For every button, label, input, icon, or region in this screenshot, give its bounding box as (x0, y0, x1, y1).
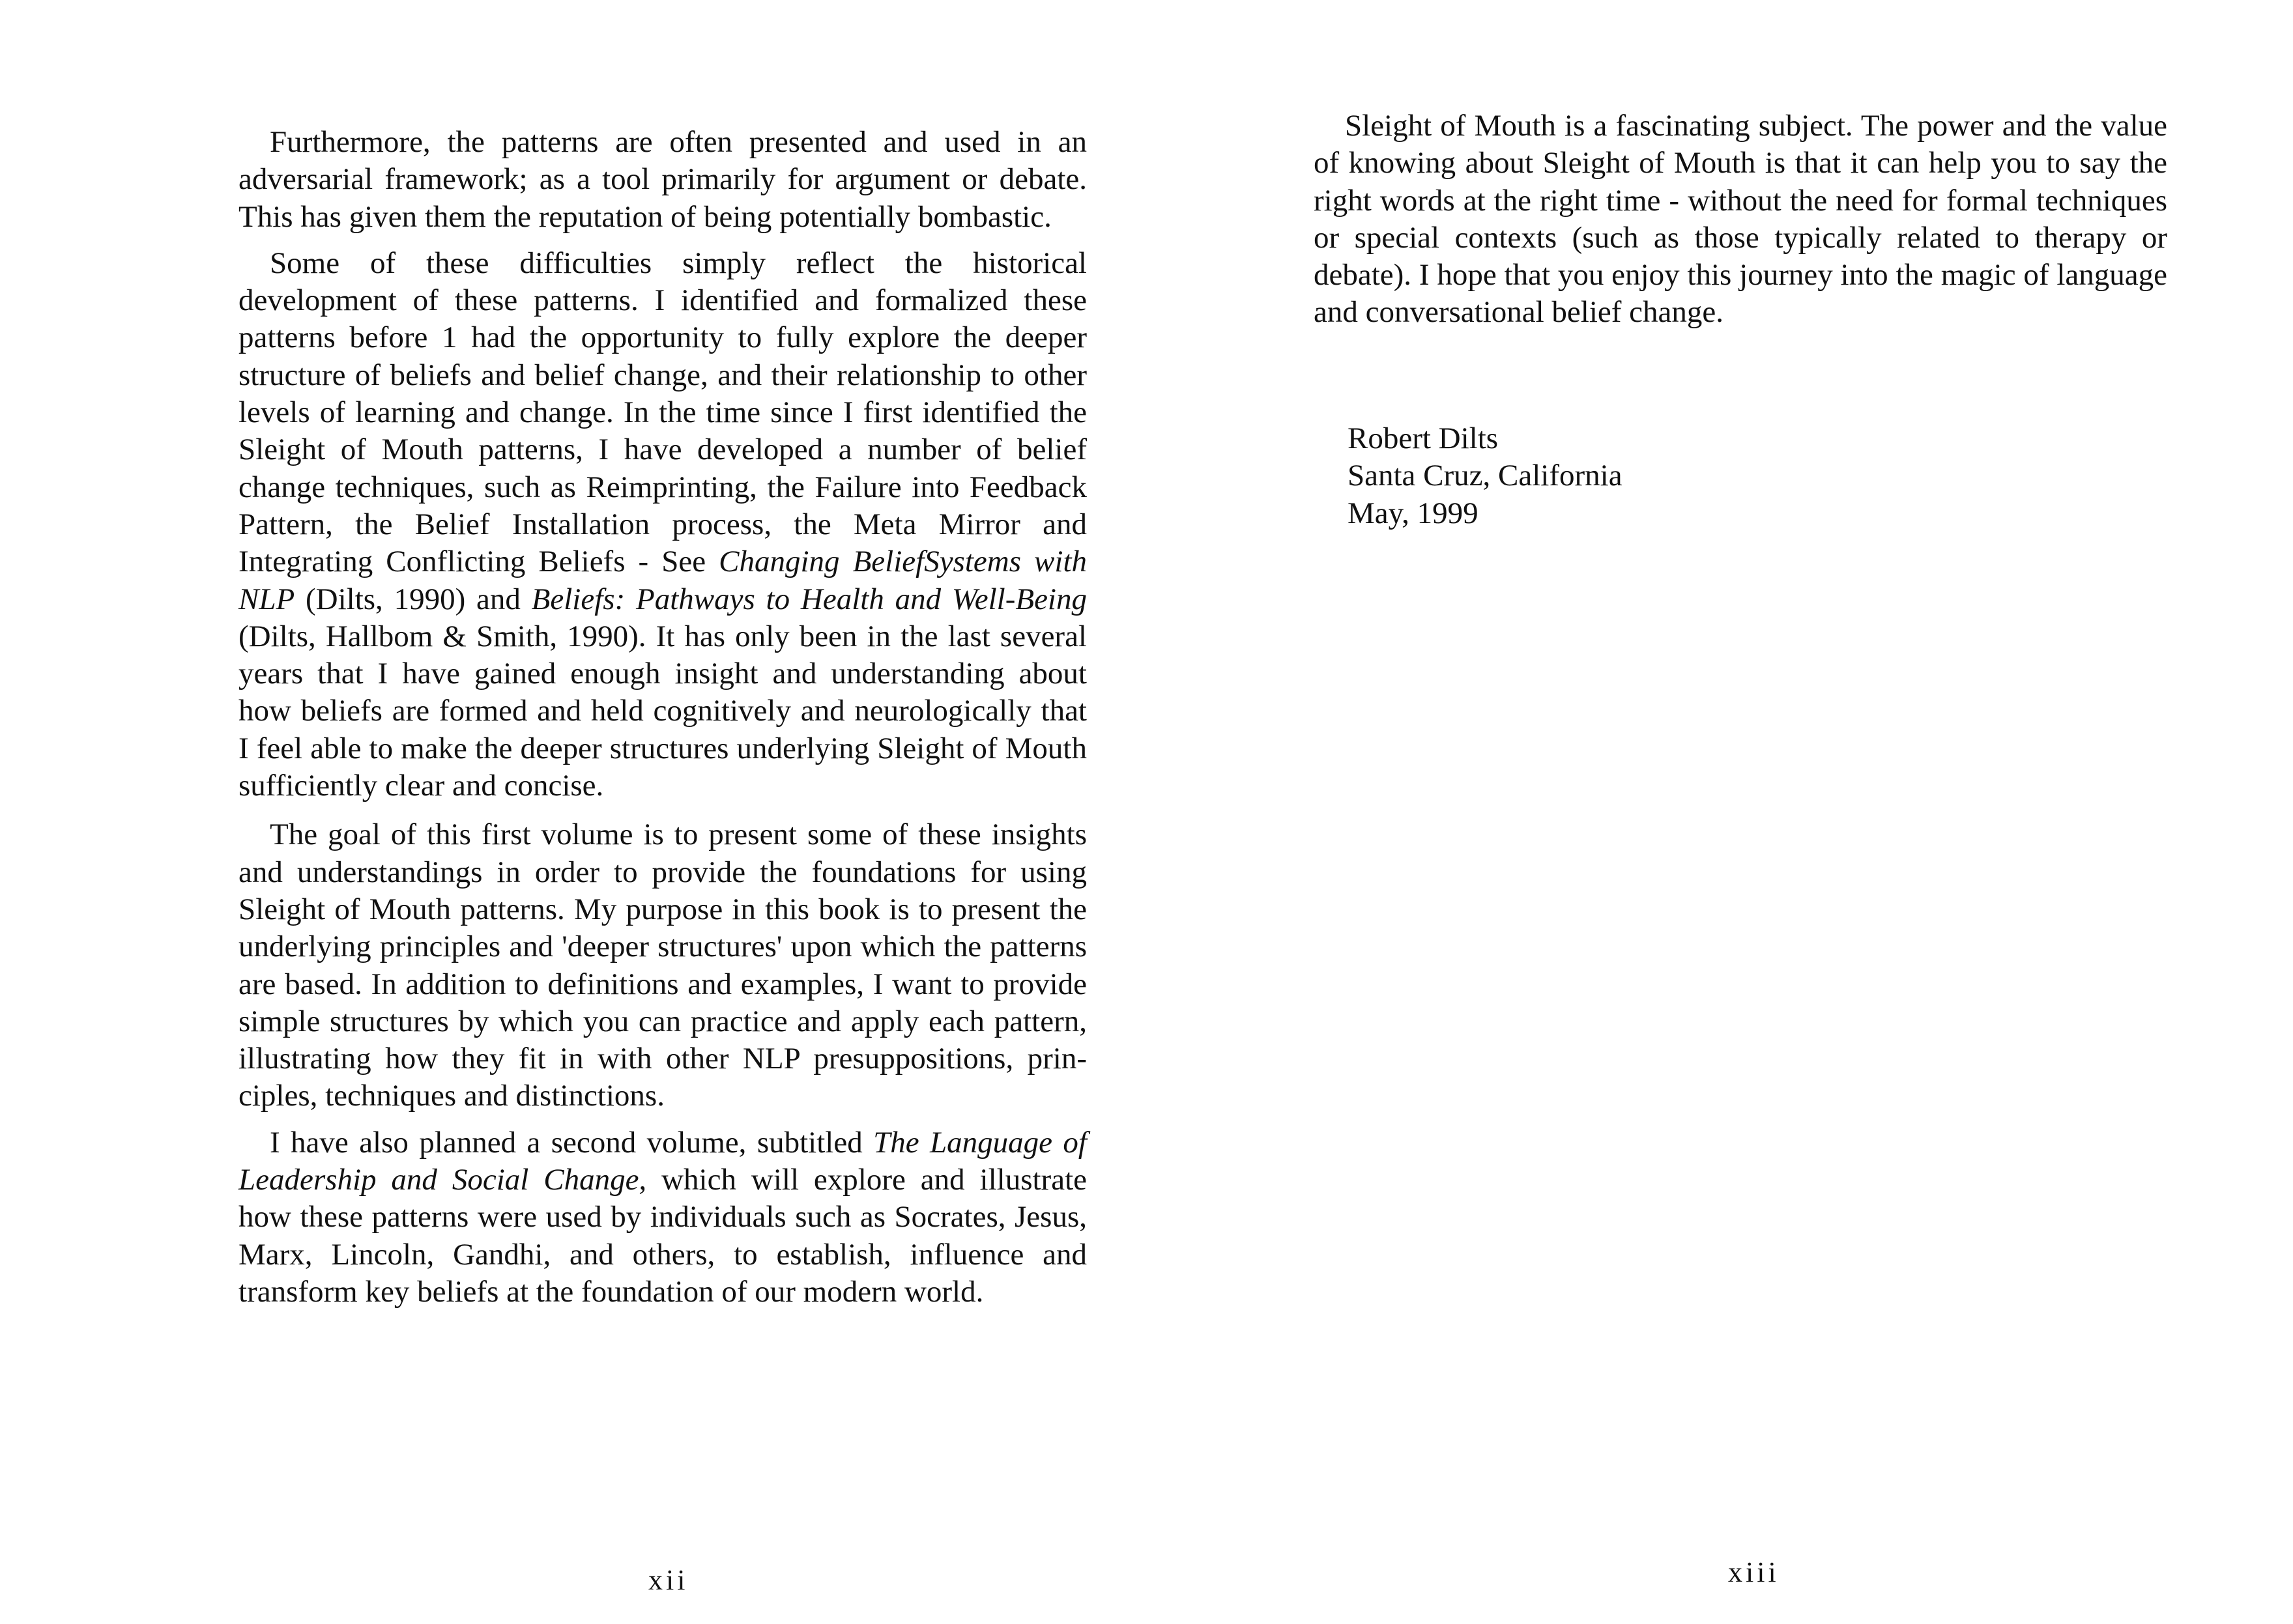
author-place: Santa Cruz, California (1348, 459, 1622, 493)
book-title-text: Changing BeliefSystems with NLP (238, 545, 1088, 616)
paragraph-2 (238, 245, 1087, 805)
paragraph-1 (1314, 107, 2167, 332)
author-name: Robert Dilts (1348, 421, 1499, 455)
paragraph-3 (238, 816, 1087, 1115)
right-page-body (1314, 107, 2167, 332)
paragraph-text: (Dilts, Hallbom & Smith, 1990). It has only been in the last several years that I have gained enough insight and understanding about how beliefs are formed and held cognitively and neurologically that I feel able to make the deeper structures underlying Sleight of Mouth sufficiently clear and concise. (238, 619, 1087, 803)
paragraph-text: (Dilts, 1990) and (295, 582, 532, 616)
paragraph-1 (238, 124, 1087, 236)
paragraph-text: Some of these difficulties simply reflect the historical development of these patterns. I identified and formalized these patterns before 1 had the opportunity to fully explore the deeper structure of beliefs and belief change, and their relationship to other levels of learning and change. In the time since I first identified the Sleight of Mouth patterns, I have developed a number of belief change techniques, such as Reimprinting, the Failure into Feedback Pattern, the Belief Installation process, the Meta Mirror and Integrating Conflicting Beliefs - See (238, 246, 1087, 579)
author-signature-block (1348, 420, 1622, 532)
page-number-left: xii (648, 1564, 689, 1596)
paragraph-text: The goal of this first volume is to present some of these insights and understandings in order to provide the foundations for using Sleight of Mouth patterns. My purpose in this book is to present the underlying principles and 'deeper structures' upon which the patterns are based. In addition to definitions and examples, I want to provide simple structures by which you can practice and apply each pattern, illustrating how they fit in with other NLP presuppositions, principles, techniques and distinctions. (238, 818, 1087, 1113)
paragraph-text: Sleight of Mouth is a fascinating subject. The power and the value of knowing about Sleight of Mouth is that it can help you to say the right words at the right time - without the need for formal techniques or special contexts (such as those typically related to therapy or debate). I hope that you enjoy this journey into the magic of language and conversational belief change. (1314, 109, 2167, 330)
paragraph-4 (238, 1124, 1087, 1311)
book-title-text: The Language of Leadership and Social Change, (238, 1125, 1087, 1197)
paragraph-text: Furthermore, the patterns are often presented and used in an adversarial framework; as a tool primarily for argument or debate. This has given them the reputation of being potentially bombastic. (238, 125, 1087, 234)
page-number-right: xiii (1728, 1556, 1780, 1588)
right-page (1147, 0, 2293, 1624)
paragraph-text: which will explore and illustrate how these patterns were used by individuals such as Socrates, Jesus, Marx, Lincoln, Gandhi, and others, to establish, influence and transform key beliefs at the foundation of our modern world. (238, 1163, 1087, 1309)
book-title-text: Beliefs: Pathways to Health and Well-Being (531, 582, 1087, 616)
left-page-body (238, 124, 1087, 1311)
signature-date: May, 1999 (1348, 496, 1478, 530)
paragraph-text: I have also planned a second volume, subtitled (270, 1125, 874, 1160)
